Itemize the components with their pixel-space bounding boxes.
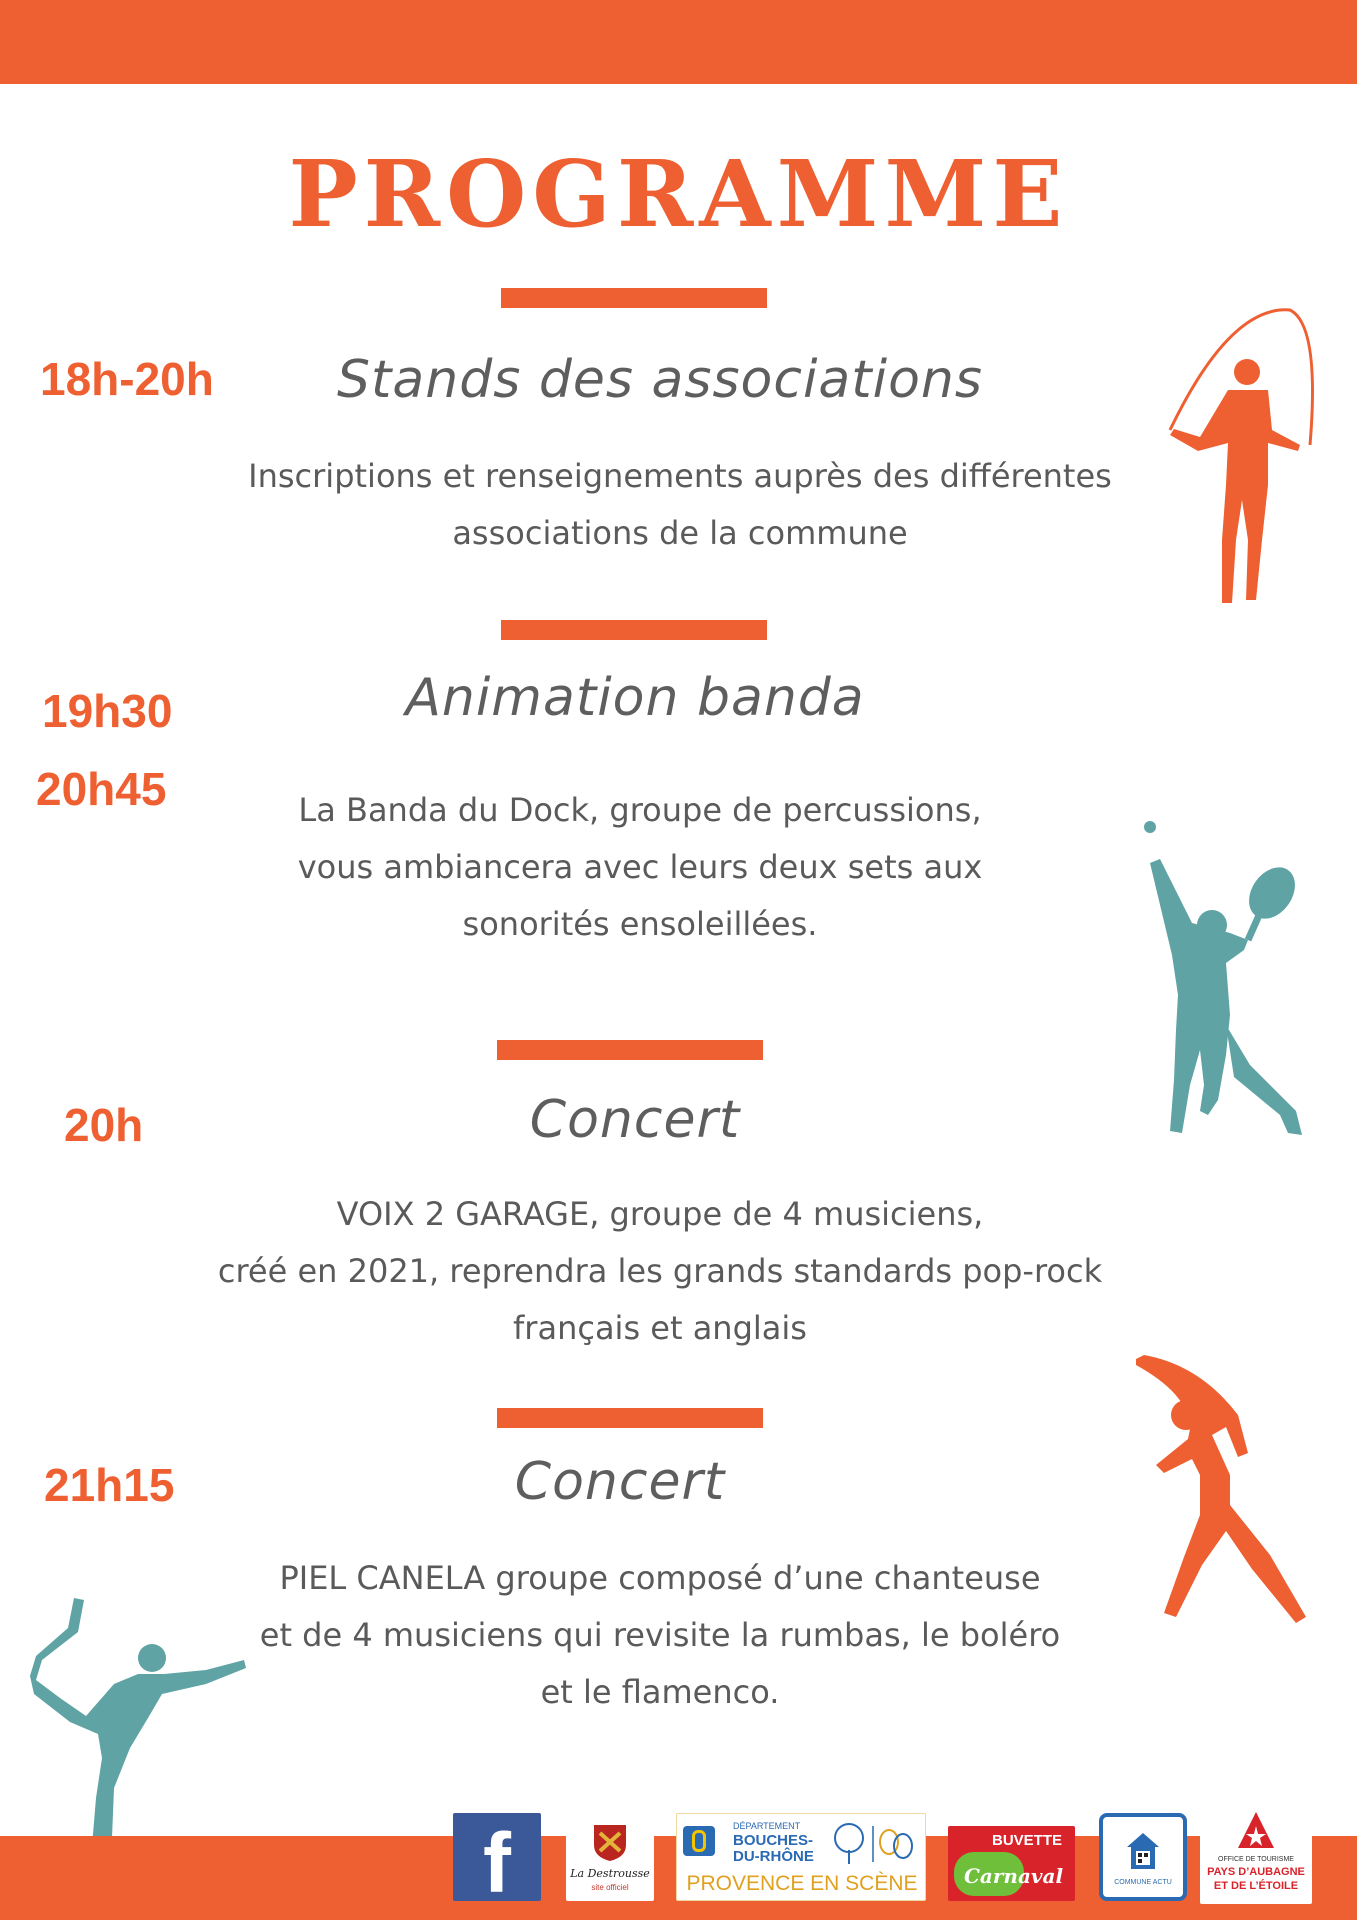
page-title: PROGRAMME (288, 140, 1069, 248)
divider (497, 1040, 763, 1060)
triangle-star-icon (1236, 1810, 1276, 1850)
divider (501, 620, 767, 640)
house-qr-icon (1125, 1829, 1161, 1873)
event-description (160, 782, 1120, 953)
facebook-icon: f (483, 1816, 511, 1901)
event-time-second: 20h45 (36, 763, 167, 815)
town-crest-icon (592, 1823, 628, 1863)
commune-actu-label: COMMUNE ACTU (1114, 1879, 1172, 1886)
departement-label: DÉPARTEMENT (733, 1821, 801, 1831)
office-tourisme-logo[interactable] (1200, 1808, 1312, 1904)
jump-rope-athlete-icon (1150, 305, 1320, 610)
la-destrousse-logo[interactable] (566, 1813, 654, 1901)
tennis-player-icon (1130, 815, 1330, 1145)
top-banner (0, 0, 1357, 84)
description-line: PIEL CANELA groupe composé d’une chanteuse (279, 1559, 1041, 1597)
buvette-carnaval-logo[interactable] (948, 1826, 1075, 1901)
tourisme-name-line1: PAYS D’AUBAGNE (1207, 1866, 1305, 1878)
event-time: 21h15 (44, 1459, 175, 1511)
event-time: 18h-20h (40, 353, 214, 405)
event-heading: Stands des associations (337, 350, 983, 410)
description-line: sonorités ensoleillées. (462, 905, 818, 943)
buvette-label: BUVETTE (992, 1832, 1063, 1849)
event-description (130, 1186, 1190, 1357)
departement-name-line1: BOUCHES- (733, 1832, 814, 1849)
carnaval-label: Carnaval (964, 1864, 1064, 1888)
facebook-logo[interactable] (453, 1813, 541, 1901)
destrousse-sub: site officiel (591, 1883, 629, 1892)
description-line: vous ambiancera avec leurs deux sets aux (297, 848, 983, 886)
event-description (160, 1550, 1160, 1721)
departement-bdr-logo[interactable] (676, 1813, 926, 1901)
tourisme-label: OFFICE DE TOURISME (1218, 1856, 1294, 1863)
commune-actu-logo[interactable] (1099, 1813, 1187, 1901)
description-line: et de 4 musiciens qui revisite la rumbas, le boléro (259, 1616, 1061, 1654)
tree-and-masks-icon (827, 1822, 917, 1866)
description-line: français et anglais (513, 1309, 807, 1347)
stretching-woman-icon (1130, 1355, 1320, 1635)
departement-name-line2: DU-RHÔNE (733, 1848, 814, 1865)
description-line: créé en 2021, reprendra les grands standards pop-rock (217, 1252, 1103, 1290)
description-line: La Banda du Dock, groupe de percussions, (298, 791, 982, 829)
description-line: Inscriptions et renseignements auprès des différentes (248, 457, 1112, 495)
event-description (160, 448, 1200, 562)
yoga-dancer-icon (30, 1598, 255, 1846)
departement-b-icon (683, 1826, 715, 1856)
event-heading: Animation banda (405, 668, 865, 728)
tourisme-name-line2: ET DE L’ÉTOILE (1213, 1880, 1299, 1892)
description-line: VOIX 2 GARAGE, groupe de 4 musiciens, (336, 1195, 984, 1233)
event-heading: Concert (529, 1090, 741, 1150)
description-line: associations de la commune (452, 514, 908, 552)
destrousse-name: La Destrousse (570, 1867, 650, 1880)
description-line: et le flamenco. (540, 1673, 780, 1711)
event-time: 19h30 (42, 685, 173, 737)
event-time: 20h (64, 1099, 144, 1151)
divider (497, 1408, 763, 1428)
event-heading: Concert (514, 1452, 726, 1512)
provence-en-scene-label: PROVENCE EN SCÈNE (686, 1872, 918, 1895)
divider (501, 288, 767, 308)
